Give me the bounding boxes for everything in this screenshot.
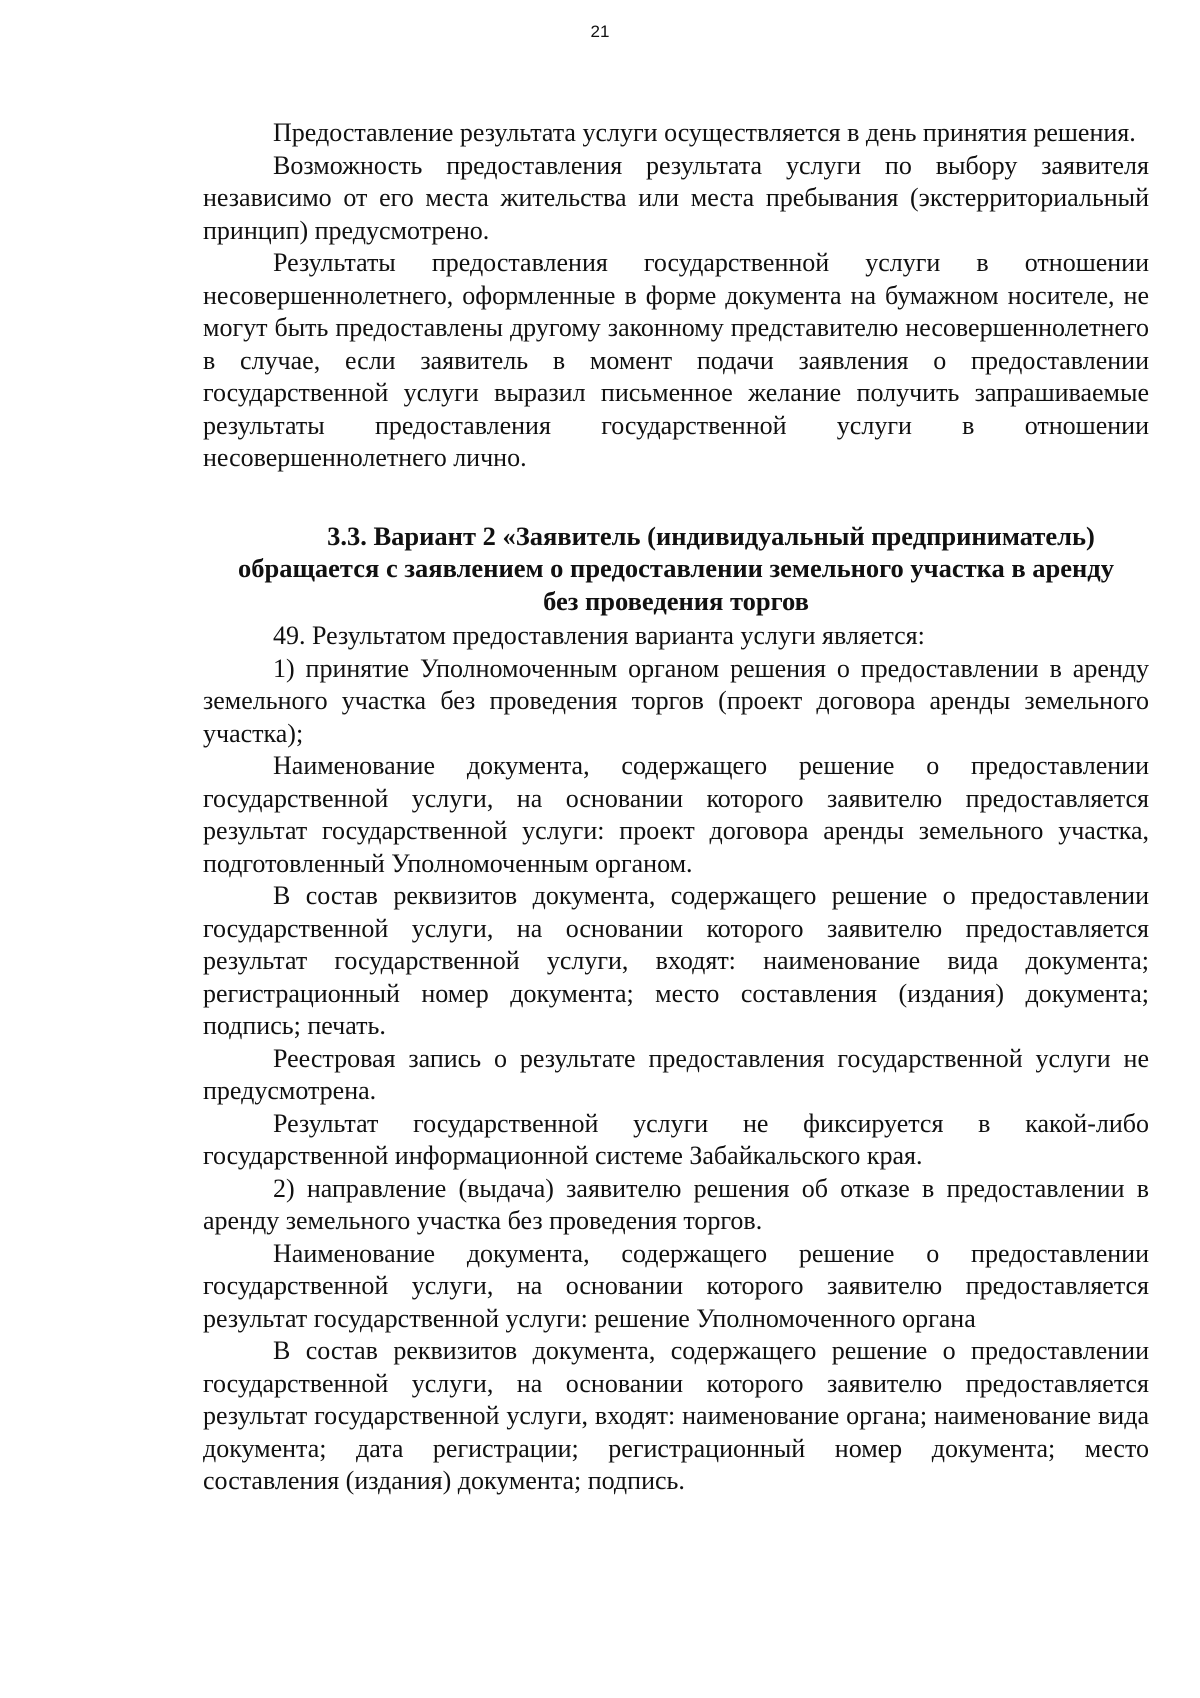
document-body bbox=[203, 117, 1149, 1498]
section-heading-line-2: обращается с заявлением о предоставлении земельного участка в аренду bbox=[238, 553, 1114, 583]
paragraph-result-delivery-day: Предоставление результата услуги осуществляется в день принятия решения. bbox=[273, 118, 1136, 147]
paragraph-minor-results: Результаты предоставления государственной услуги в отношении несовершеннолетнего, оформленные в форме документа на бумажном носителе, не могут быть предоставлены другому законному представителю несовершеннолетнего в случае, если заявитель в момент подачи заявления о предоставлении государственной услуги выразил письменное желание получить запрашиваемые результаты предоставления государственной услуги в отношении несовершеннолетнего лично. bbox=[203, 248, 1149, 472]
paragraph-extraterritorial-principle: Возможность предоставления результата услуги по выбору заявителя независимо от его места жительства или места пребывания (экстерриториальный принцип) предусмотрено. bbox=[203, 150, 1149, 245]
paragraph-registry-record: Реестровая запись о результате предоставления государственной услуги не предусмотрена. bbox=[203, 1043, 1149, 1105]
section-heading bbox=[203, 520, 1149, 618]
section-heading-line-3: без проведения торгов bbox=[543, 585, 809, 616]
paragraph-requisites-1: В состав реквизитов документа, содержащего решение о предоставлении государственной услуги, на основании которого заявителю предоставляется результат государственной услуги, входят: наименование вида документа; регистрационный номер документа; место составления (издания) документа; подпись; печать. bbox=[203, 881, 1149, 1040]
paragraph-result-1: 1) принятие Уполномоченным органом решения о предоставлении в аренду земельного участка без проведения торгов (проект договора аренды земельного участка); bbox=[203, 653, 1149, 748]
section-heading-line-1: 3.3. Вариант 2 «Заявитель (индивидуальный предприниматель) bbox=[327, 520, 1095, 551]
page-number: 21 bbox=[590, 22, 610, 41]
paragraph-item-49: 49. Результатом предоставления варианта услуги является: bbox=[273, 621, 925, 650]
paragraph-document-name-1: Наименование документа, содержащего решение о предоставлении государственной услуги, на основании которого заявителю предоставляется результат государственной услуги: проект договора аренды земельного участка, подготовленный Уполномоченным органом. bbox=[203, 751, 1149, 878]
paragraph-result-2: 2) направление (выдача) заявителю решения об отказе в предоставлении в аренду земельного участка без проведения торгов. bbox=[203, 1173, 1149, 1235]
paragraph-document-name-2: Наименование документа, содержащего решение о предоставлении государственной услуги, на основании которого заявителю предоставляется результат государственной услуги: решение Уполномоченного органа bbox=[203, 1238, 1149, 1333]
paragraph-requisites-2: В состав реквизитов документа, содержащего решение о предоставлении государственной услуги, на основании которого заявителю предоставляется результат государственной услуги, входят: наименование органа; наименование вида документа; дата регистрации; регистрационный номер документа; место составления (издания) документа; подпись. bbox=[203, 1336, 1149, 1495]
paragraph-info-system: Результат государственной услуги не фиксируется в какой-либо государственной информационной системе Забайкальского края. bbox=[203, 1108, 1149, 1170]
